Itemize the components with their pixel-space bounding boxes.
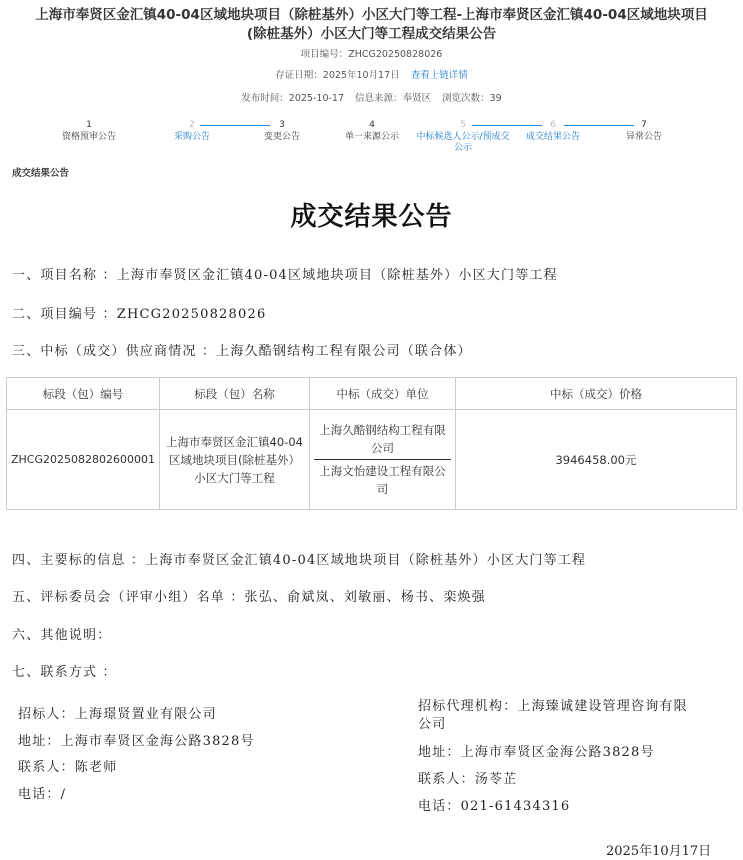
document-title: 成交结果公告	[290, 202, 453, 232]
step-1[interactable]: 1 资格预审公告	[61, 120, 116, 142]
item-other: 六、其他说明：	[12, 628, 112, 643]
step-4[interactable]: 4 单一来源公示	[344, 120, 399, 142]
item-project-number: 二、项目编号 ：ZHCG20250828026	[12, 307, 267, 322]
step-5[interactable]: 5 中标候选人公示/预成交 公示	[416, 120, 510, 153]
tenderer: 招标人：上海璟贤置业有限公司	[18, 707, 217, 722]
process-steps	[0, 118, 743, 166]
winner-unit-2: 上海文怡建设工程有限公司	[319, 464, 446, 496]
step-2[interactable]: 2 采购公告	[173, 120, 210, 142]
tenderer-address: 地址：上海市奉贤区金海公路3828号	[18, 733, 255, 749]
col-winner: 中标（成交）单位	[310, 378, 456, 410]
item-committee: 五、评标委员会（评审小组）名单 ：张弘、俞斌岚、刘敏丽、杨书、栾焕强	[12, 590, 486, 605]
page-title: 上海市奉贤区金汇镇40-04区域地块项目（除桩基外）小区大门等工程-上海市奉贤区金汇镇40-04区域地块项目 (除桩基外）小区大门等工程成交结果公告	[35, 7, 708, 42]
col-lot-name: 标段（包）名称	[160, 378, 310, 410]
table-row	[7, 410, 737, 510]
contact-right	[418, 698, 688, 816]
agency-contact: 联系人：汤苓芷	[418, 772, 518, 787]
item-project-name: 一、项目名称 ：上海市奉贤区金汇镇40-04区域地块项目（除桩基外）小区大门等工程	[12, 268, 558, 283]
agency: 招标代理机构：上海臻诚建设管理咨询有限	[418, 699, 688, 714]
step-7[interactable]: 7 异常公告	[625, 120, 662, 142]
publish-info: 发布时间：2025-10-17 信息来源：奉贤区 浏览次数：39	[241, 93, 502, 104]
cell-price: 3946458.00元	[456, 410, 737, 510]
col-price: 中标（成交）价格	[456, 378, 737, 410]
item-contact: 七、联系方式 ：	[12, 665, 117, 680]
cell-winner	[310, 410, 456, 510]
item-main-subject: 四、主要标的信息 ：上海市奉贤区金汇镇40-04区域地块项目（除桩基外）小区大门等工程	[12, 553, 587, 568]
winner-unit-1: 上海久酷钢结构工程有限公司	[314, 421, 451, 460]
cell-lot-code: ZHCG2025082802600001	[7, 410, 160, 510]
tenderer-contact: 联系人：陈老师	[18, 760, 118, 775]
project-number: 项目编号：ZHCG20250828026	[300, 49, 443, 60]
footer-date: 2025年10月17日	[606, 844, 712, 859]
agency-address: 地址：上海市奉贤区金海公路3828号	[418, 745, 655, 760]
deposit-info: 存证日期：2025年10月17日 查看上链详情	[275, 70, 468, 81]
step-3[interactable]: 3 变更公告	[263, 120, 300, 142]
table-header-row	[7, 378, 737, 410]
contact-left	[18, 702, 255, 808]
item-supplier: 三、中标（成交）供应商情况 ：上海久酷钢结构工程有限公司（联合体）	[12, 344, 472, 359]
col-lot-code: 标段（包）编号	[7, 378, 160, 410]
chain-details-link[interactable]: 查看上链详情	[410, 70, 468, 81]
step-6[interactable]: 6 成交结果公告	[525, 120, 580, 142]
agency-phone: 电话：021-61434316	[418, 799, 571, 814]
section-tag: 成交结果公告	[12, 168, 70, 179]
cell-lot-name: 上海市奉贤区金汇镇40-04区域地块项目(除桩基外）小区大门等工程	[160, 410, 310, 510]
agency-cont: 公司	[418, 717, 447, 732]
tenderer-phone: 电话：/	[18, 786, 67, 802]
result-table	[6, 377, 737, 510]
